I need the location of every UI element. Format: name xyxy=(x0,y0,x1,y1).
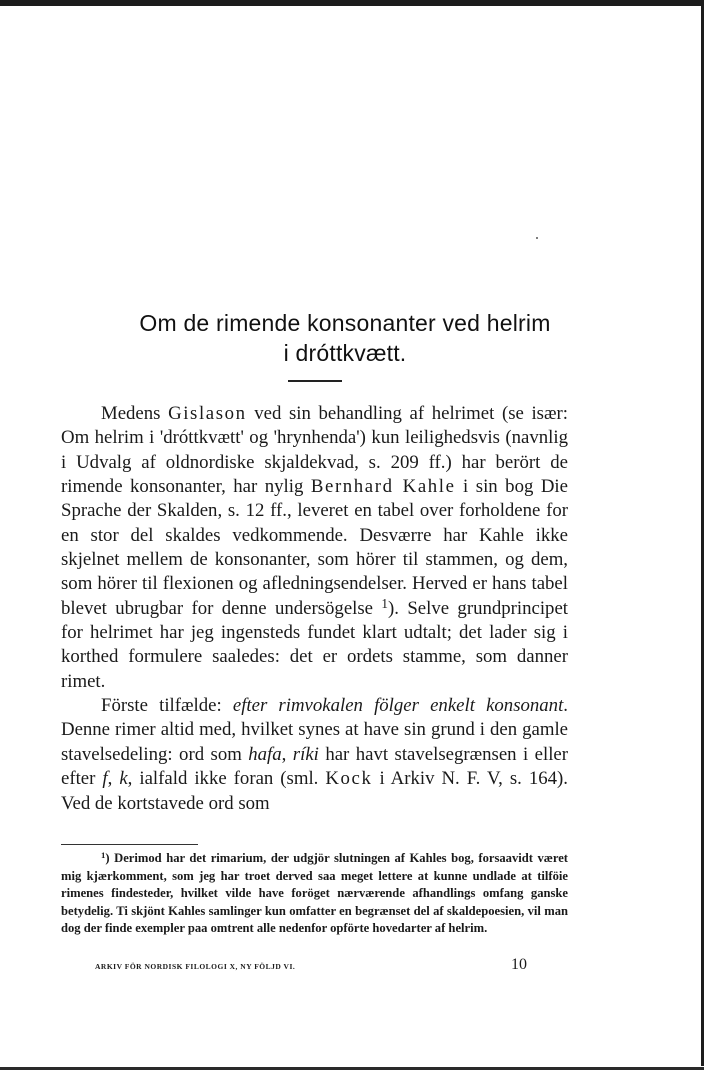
rule-statement: efter rimvokalen fölger enkelt konsonant xyxy=(232,695,564,717)
example-letter-f: f xyxy=(102,768,108,790)
article-title-line-1: Om de rimende konsonanter ved helrim xyxy=(139,310,551,336)
journal-signature: ARKIV FÖR NORDISK FILOLOGI X, NY FÖLJD VI. xyxy=(95,962,296,971)
author-name-kock: Kock xyxy=(325,768,373,790)
author-name-kahle: Bernhard Kahle xyxy=(310,476,456,498)
page-number: 10 xyxy=(511,956,527,973)
footnote-marker: 1 xyxy=(101,850,106,861)
scan-speck xyxy=(536,237,538,239)
footnote xyxy=(61,850,568,938)
paragraph-2: Förste tilfælde: efter rimvokalen fölger enkelt konsonant. Denne rimer altid med, hvilket synes at have sin grund i den gamle stavelsedeling: ord som hafa, ríki har havt stavelsegrænsen i eller efter f, k, ialfald ikke foran (sml. Kock i Arkiv N. F. V, s. 164). Ved de kortstavede ord som xyxy=(61,695,569,814)
article-body xyxy=(61,402,568,816)
article-title-line-2: i dróttkvætt. xyxy=(283,340,407,366)
footnote-reference: 1 xyxy=(381,595,388,611)
example-word-hafa: hafa xyxy=(248,743,282,765)
footnote-text: $^1$) Derimod har det rimarium, der udgjör slutningen af Kahles bog, forsaavidt været mig kjærkomment, som jeg har troet derved saa meget lettere at kunne undlade at tilföie rimenes findesteder, hvilket vilde have foröget nærværende afhandlings omfang ganske betydelig. Ti skjönt Kahles samlinger kun omfatter en begrænset del af skaldepoesien, vil man dog der finde exempler paa omtrent alle nedenfor opförte hovedarter af helrim. xyxy=(61,850,568,936)
example-word-riki: ríki xyxy=(292,743,319,765)
author-name-gislason: Gislason xyxy=(168,403,247,424)
title-divider xyxy=(288,380,342,382)
footnote-divider xyxy=(61,844,198,845)
scan-top-border xyxy=(0,0,704,6)
paragraph-1: Medens Gislason ved sin behandling af helrimet (se især: Om helrim i 'dróttkvætt' og 'hrynhenda') kun leilighedsvis (navnlig i Udvalg af oldnordiske skjaldekvad, s. 209 ff.) har berört de rimende konsonanter, har nylig Bernhard Kahle i sin bog Die Sprache der Skalden, s. 12 ff., leveret en tabel over forholdene for en stor del skaldes vedkommende. Desværre har Kahle ikke skjelnet mellem de konsonanter, som hörer til stammen, og dem, som hörer til flexionen og afledningsendelser. Herved er hans tabel blevet ubrugbar for denne undersögelse $^1$). Selve grundprincipet for helrimet har jeg ingensteds fundet klart udtalt; det lader sig i korthed formulere saaledes: det er ordets stamme, som danner rimet. xyxy=(61,403,568,692)
example-letter-k: k xyxy=(119,768,128,790)
